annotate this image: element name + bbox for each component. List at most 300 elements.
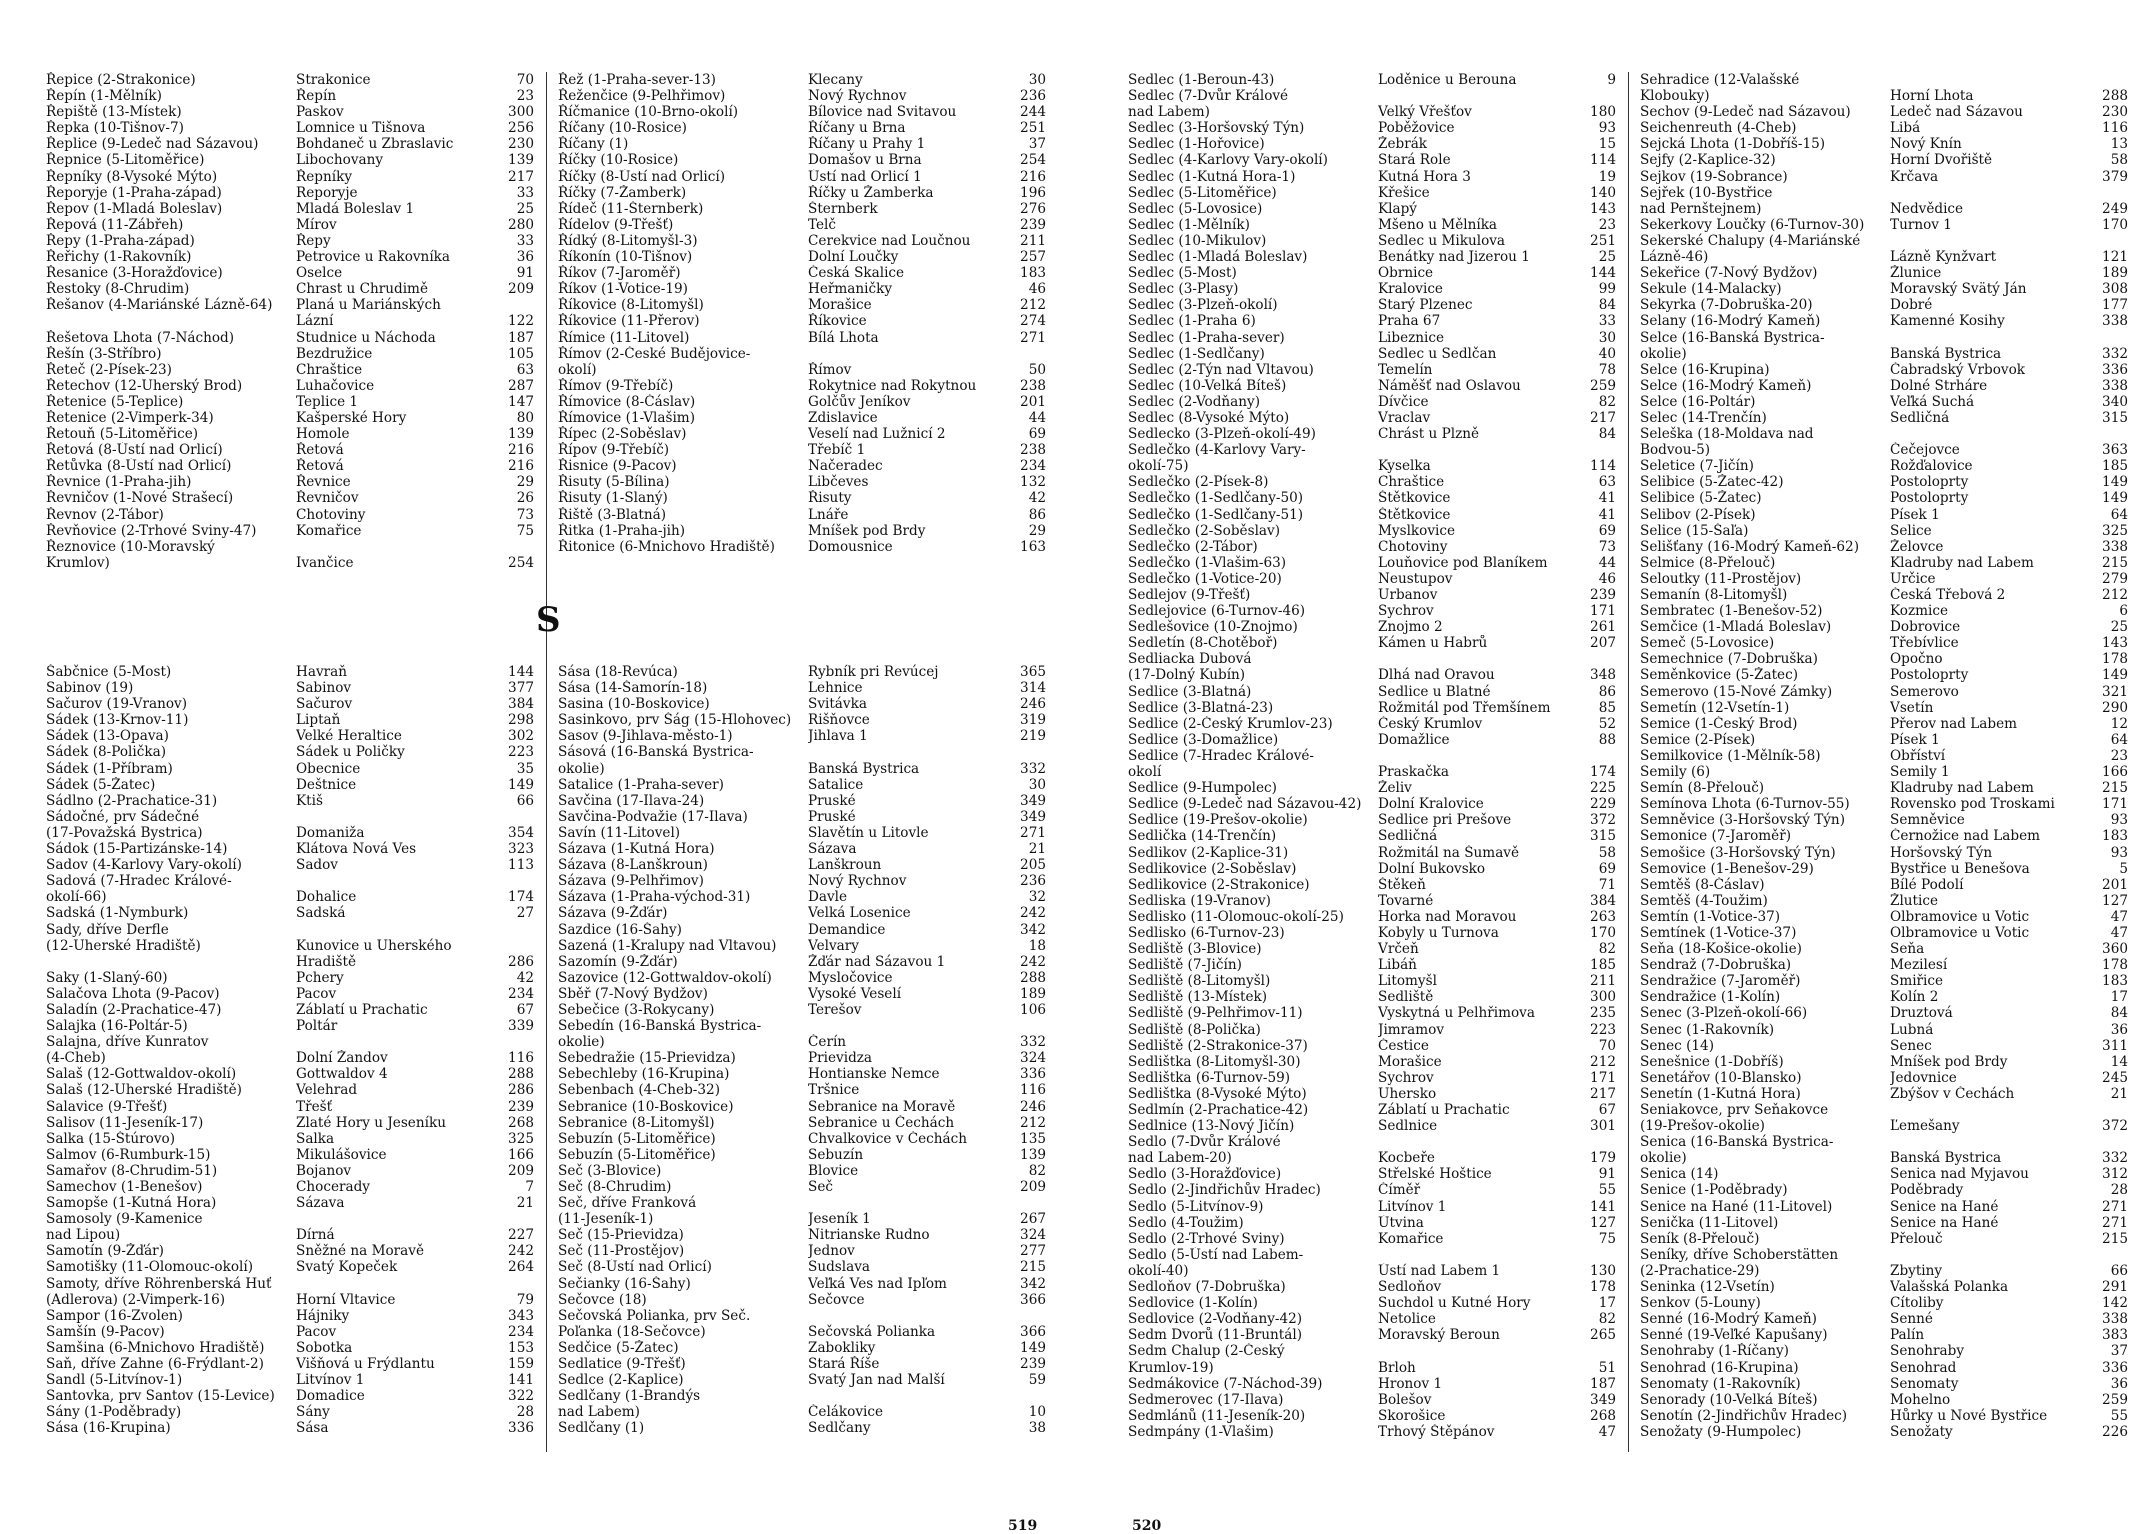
entry-place: okolie) (1640, 1150, 1687, 1167)
entry-post-office: Bystřice u Benešova (1890, 860, 2030, 877)
entry-place: Sedlečko (1-Votice-20) (1128, 570, 1282, 587)
entry-post-office: Domadice (296, 1388, 365, 1405)
entry-place: Sedmákovice (7-Náchod-39) (1128, 1375, 1323, 1392)
entry-place: Řeplice (9-Ledeč nad Sázavou) (46, 136, 259, 153)
entry-post-office: Velký Vřešťov (1378, 104, 1472, 121)
entry-number: 242 (508, 1243, 534, 1260)
entry-place: Sembratec (1-Benešov-52) (1640, 603, 1823, 620)
entry-place: Selibice (5-Žatec) (1640, 490, 1762, 507)
index-entry (558, 1115, 1046, 1131)
entry-place: Sady, dříve Derfle (46, 921, 169, 938)
entry-place: Sekerské Chalupy (4-Mariánské (1640, 232, 1861, 249)
entry-place: Semechnice (7-Dobruška) (1640, 651, 1818, 668)
entry-number: 251 (1020, 120, 1046, 137)
entry-number: 288 (1020, 969, 1046, 986)
entry-number: 59 (1028, 1372, 1046, 1389)
entry-number: 348 (1590, 667, 1616, 684)
index-entry (46, 1227, 534, 1243)
entry-number: 15 (1598, 136, 1616, 153)
entry-number: 14 (2110, 1053, 2128, 1070)
entry-place: Sázava (9-Žďár) (558, 905, 668, 922)
index-entry (1640, 217, 2128, 233)
entry-place: okolí (1128, 764, 1162, 781)
entry-place: Sedlice (9-Ledeč nad Sázavou-42) (1128, 796, 1362, 813)
entry-place: Sazdice (16-Šahy) (558, 921, 682, 938)
entry-number: 301 (1590, 1118, 1616, 1135)
entry-place: Senice na Hané (11-Litovel) (1640, 1198, 1833, 1215)
entry-place: Sebuzín (5-Litoměřice) (558, 1130, 716, 1147)
index-entry (1640, 651, 2128, 667)
entry-post-office (296, 922, 486, 938)
index-entry (558, 696, 1046, 712)
entry-place: Sejfy (2-Kaplice-32) (1640, 152, 1776, 169)
entry-post-office: Demandice (808, 921, 886, 938)
entry-place: Senetín (1-Kutná Hora) (1640, 1085, 1801, 1102)
index-entry (1640, 684, 2128, 700)
entry-number: 58 (1598, 844, 1616, 861)
index-entry (1640, 458, 2128, 474)
index-entry (1128, 861, 1616, 877)
entry-number: 170 (2102, 216, 2128, 233)
entry-place: Sádek (13-Opava) (46, 728, 169, 745)
entry-post-office: Pchery (296, 969, 344, 986)
entry-post-office: Banská Bystrica (1890, 1150, 2002, 1167)
entry-place: Sedlisko (6-Turnov-23) (1128, 924, 1285, 941)
entry-post-office: Římov (808, 361, 852, 378)
index-entry (46, 346, 534, 362)
index-entry (558, 1034, 1046, 1050)
index-entry (558, 744, 1046, 760)
index-entry (46, 458, 534, 474)
column-divider (546, 72, 547, 1452)
entry-number: 189 (1020, 985, 1046, 1002)
entry-post-office: Bojanov (296, 1162, 352, 1179)
index-entry (1128, 394, 1616, 410)
entry-place: Sedliště (7-Jičín) (1128, 957, 1242, 974)
entry-number: 223 (1590, 1021, 1616, 1038)
entry-post-office: Dohalice (296, 889, 357, 906)
entry-post-office (808, 346, 998, 362)
entry-place: Sedlo (4-Toužim) (1128, 1214, 1244, 1231)
entry-number: 201 (1020, 393, 1046, 410)
entry-place: (17-Dolný Kubín) (1128, 667, 1246, 684)
entry-post-office: Bohdaneč u Zbraslavic (296, 136, 454, 153)
entry-place: Sebečice (3-Rokycany) (558, 1001, 715, 1018)
index-entry (1128, 330, 1616, 346)
entry-place: Savčina (17-Ilava-24) (558, 792, 705, 809)
entry-post-office: Senohrad (1890, 1359, 1957, 1376)
entry-number: 268 (508, 1114, 534, 1131)
index-entry (1128, 1295, 1616, 1311)
entry-number: 185 (1590, 957, 1616, 974)
entry-post-office: Heřmaničky (808, 281, 893, 298)
entry-place: Salajna, dříve Kunratov (46, 1034, 209, 1051)
entry-number: 349 (1020, 792, 1046, 809)
entry-post-office: Ústí nad Orlicí 1 (808, 168, 922, 185)
index-entry (558, 1018, 1046, 1034)
index-entry (1640, 136, 2128, 152)
entry-post-office: Hradiště (296, 953, 356, 970)
entry-number: 212 (2102, 587, 2128, 603)
entry-post-office: Hájniky (296, 1307, 350, 1324)
entry-number: 340 (2102, 393, 2128, 410)
entry-number (998, 1388, 1046, 1404)
entry-place: Sedlovice (1-Kolín) (1128, 1295, 1258, 1312)
entry-number (2080, 233, 2128, 249)
entry-number (1568, 1247, 1616, 1263)
entry-number: 50 (1028, 361, 1046, 378)
index-entry (1640, 989, 2128, 1005)
entry-number: 239 (1590, 587, 1616, 603)
entry-number: 40 (1598, 345, 1616, 362)
entry-number: 338 (2102, 1311, 2128, 1328)
entry-place: Klobouky) (1640, 88, 1710, 105)
index-entry (1128, 185, 1616, 201)
entry-post-office: Telč (808, 216, 837, 233)
index-entry (558, 201, 1046, 217)
index-entry (1640, 877, 2128, 893)
entry-number: 311 (2102, 1037, 2128, 1054)
entry-post-office: Planá u Mariánských (296, 297, 441, 314)
index-entry (1640, 555, 2128, 571)
entry-post-office (808, 1388, 998, 1404)
entry-place: Sadská (1-Nymburk) (46, 905, 189, 922)
entry-post-office: Želovce (1890, 538, 1944, 555)
entry-post-office: Morašice (1378, 1053, 1442, 1070)
entry-place: Selce (16-Modrý Kameň) (1640, 377, 1812, 394)
index-entry (558, 104, 1046, 120)
entry-post-office: Přelouč (1890, 1230, 1943, 1247)
entry-number: 139 (508, 152, 534, 169)
index-entry (558, 72, 1046, 88)
entry-post-office: Chrast u Chrudimě (296, 281, 428, 298)
entry-number: 171 (1590, 1069, 1616, 1086)
index-column (1128, 72, 1616, 1440)
entry-place: (Adlerova) (2-Vimperk-16) (46, 1291, 226, 1308)
entry-post-office: Selice (1890, 522, 1932, 539)
entry-place: Sedlo (5-Litvínov-9) (1128, 1198, 1264, 1215)
entry-place: Sedm Chalup (2-Český (1128, 1343, 1285, 1360)
entry-post-office: Křešice (1378, 184, 1430, 201)
entry-post-office: Velká Losenice (808, 905, 911, 922)
entry-place: Selce (16-Krupina) (1640, 361, 1770, 378)
entry-number: 383 (2102, 1327, 2128, 1344)
entry-place: Senorady (10-Velká Bíteš) (1640, 1391, 1818, 1408)
entry-place: Řepy (1-Praha-západ) (46, 232, 195, 249)
index-entry (1128, 716, 1616, 732)
entry-number: 51 (1598, 1359, 1616, 1376)
entry-post-office: Sázava (296, 1195, 345, 1212)
index-entry (1128, 941, 1616, 957)
entry-number: 33 (516, 184, 534, 201)
entry-place: Sedliště (13-Místek) (1128, 989, 1268, 1006)
entry-place: Řepka (10-Tišnov-7) (46, 120, 184, 137)
entry-post-office (1890, 330, 2080, 346)
entry-number: 315 (1590, 828, 1616, 845)
index-entry (1640, 812, 2128, 828)
entry-post-office: Studnice u Náchoda (296, 329, 436, 346)
index-entry (1640, 571, 2128, 587)
entry-place: Sběř (7-Nový Bydžov) (558, 985, 708, 1002)
entry-place: Sedlo (2-Jindřichův Hradec) (1128, 1182, 1321, 1199)
entry-place: Řetechov (12-Uherský Brod) (46, 377, 243, 394)
entry-post-office: Písek 1 (1890, 731, 1940, 748)
column-divider (1628, 72, 1629, 1452)
index-entry (1128, 1005, 1616, 1021)
entry-post-office: Žlutice (1890, 892, 1939, 909)
entry-number: 127 (1590, 1214, 1616, 1231)
entry-number: 325 (508, 1130, 534, 1147)
entry-number: 257 (1020, 249, 1046, 266)
index-entry (1640, 893, 2128, 909)
entry-post-office (1378, 88, 1568, 104)
index-entry (46, 539, 534, 555)
index-entry (1640, 1376, 2128, 1392)
entry-place: Řitka (1-Praha-jih) (558, 522, 686, 539)
index-entry (558, 1340, 1046, 1356)
entry-place: Řitonice (6-Mnichovo Hradiště) (558, 538, 775, 555)
entry-place: Sedliště (9-Pelhřimov-11) (1128, 1005, 1303, 1022)
entry-number: 149 (508, 776, 534, 793)
index-entry (1128, 1392, 1616, 1408)
entry-place: Říkovice (8-Litomyšl) (558, 297, 704, 314)
entry-place: Senica (14) (1640, 1166, 1719, 1183)
index-entry (1640, 539, 2128, 555)
entry-place: Sasov (9-Jihlava-město-1) (558, 728, 733, 745)
entry-place: Sebenbach (4-Cheb-32) (558, 1082, 720, 1099)
entry-post-office: Třebíč 1 (808, 442, 866, 459)
index-entry (1128, 474, 1616, 490)
entry-place: Sedlec (1-Beroun-43) (1128, 72, 1275, 88)
entry-post-office: Sány (296, 1404, 330, 1421)
index-entry (1640, 716, 2128, 732)
entry-number: 29 (516, 474, 534, 491)
index-entry (1640, 667, 2128, 683)
entry-number: 239 (508, 1098, 534, 1115)
entry-post-office: Zbýšov v Čechách (1890, 1085, 2015, 1102)
entry-place: Seč, dříve Franková (558, 1195, 697, 1212)
index-entry (1640, 861, 2128, 877)
index-entry (1640, 1392, 2128, 1408)
entry-post-office: Deštnice (296, 776, 357, 793)
entry-post-office: Kolín 2 (1890, 989, 1939, 1006)
entry-number: 41 (1598, 506, 1616, 523)
index-entry (1128, 410, 1616, 426)
entry-number: 215 (2102, 554, 2128, 571)
entry-post-office: Čerín (808, 1034, 847, 1051)
entry-post-office: Urbanov (1378, 587, 1438, 603)
index-entry (1128, 989, 1616, 1005)
entry-number (2080, 1247, 2128, 1263)
entry-number: 6 (2119, 603, 2128, 620)
index-entry (558, 1066, 1046, 1082)
index-entry (558, 378, 1046, 394)
entry-number: 153 (508, 1339, 534, 1356)
index-entry (1128, 684, 1616, 700)
entry-post-office: Střelské Hoštice (1378, 1166, 1492, 1183)
entry-place: Sebranice (10-Boskovice) (558, 1098, 734, 1115)
entry-number (2080, 330, 2128, 346)
entry-place: Sedlec (1-Praha 6) (1128, 313, 1256, 330)
entry-place: Sedliacka Dubová (1128, 651, 1252, 668)
index-entry (1640, 957, 2128, 973)
entry-number: 286 (508, 1082, 534, 1099)
entry-place: Sedlisko (11-Olomouc-okolí-25) (1128, 908, 1344, 925)
entry-place: Sása (16-Krupina) (46, 1420, 171, 1437)
index-entry (558, 1308, 1046, 1324)
index-entry (1640, 1102, 2128, 1118)
entry-post-office: Dolní Žandov (296, 1050, 388, 1067)
entry-post-office: Říčany u Brna (808, 120, 906, 137)
entry-number: 365 (1020, 664, 1046, 680)
entry-post-office: Vraclav (1378, 409, 1431, 426)
entry-number: 246 (1020, 696, 1046, 713)
entry-number: 268 (1590, 1407, 1616, 1424)
entry-place: Sadov (4-Karlovy Vary-okolí) (46, 857, 242, 874)
index-entry (558, 120, 1046, 136)
entry-number: 230 (2102, 104, 2128, 121)
entry-place: Semtěš (4-Toužim) (1640, 892, 1768, 909)
entry-post-office: Senice na Hané (1890, 1214, 1999, 1231)
entry-number: 66 (516, 792, 534, 809)
entry-place: Řepov (1-Mladá Boleslav) (46, 200, 223, 217)
entry-place: Řež (1-Praha-sever-13) (558, 72, 716, 88)
entry-number: 88 (1598, 731, 1616, 748)
entry-place: Samařov (8-Chrudim-51) (46, 1162, 218, 1179)
entry-place: Sendražice (1-Kolín) (1640, 989, 1781, 1006)
entry-place: Sedlmín (2-Prachatice-42) (1128, 1102, 1309, 1118)
entry-number: 196 (1020, 184, 1046, 201)
page-number: 520 (1132, 1518, 1162, 1534)
entry-post-office: Štětkovice (1378, 490, 1451, 507)
index-entry (1128, 378, 1616, 394)
entry-place: Semtín (1-Votice-37) (1640, 908, 1781, 925)
entry-place: Samopše (1-Kutná Hora) (46, 1195, 217, 1212)
entry-post-office: Dírná (296, 1227, 335, 1244)
entry-number: 144 (1590, 265, 1616, 282)
entry-number: 82 (1598, 1311, 1616, 1328)
entry-number: 105 (508, 345, 534, 362)
entry-number (486, 539, 534, 555)
entry-place: (12-Uherské Hradiště) (46, 937, 201, 954)
entry-post-office (808, 1308, 998, 1324)
entry-post-office (296, 1211, 486, 1227)
index-entry (558, 1131, 1046, 1147)
entry-place: Sejkov (19-Sobrance) (1640, 168, 1788, 185)
entry-post-office: Svitávka (808, 696, 867, 713)
entry-number: 79 (516, 1291, 534, 1308)
entry-number: 132 (1020, 474, 1046, 491)
entry-number: 93 (1598, 120, 1616, 137)
entry-number: 312 (2102, 1166, 2128, 1183)
entry-number: 46 (1028, 281, 1046, 298)
index-entry (1640, 313, 2128, 329)
entry-number: 12 (2110, 715, 2128, 732)
entry-place: Říčky (8-Ústí nad Orlicí) (558, 168, 726, 185)
entry-post-office: Hontianske Nemce (808, 1066, 940, 1083)
entry-place: Sedlištka (8-Litomyšl-30) (1128, 1053, 1301, 1070)
entry-place: Sádočné, prv Sádečné (46, 808, 200, 825)
entry-number: 178 (2102, 957, 2128, 974)
entry-place: Říkonín (10-Tišnov) (558, 249, 693, 266)
entry-post-office: Chocerady (296, 1179, 370, 1195)
entry-number: 229 (1590, 796, 1616, 813)
index-entry (558, 1276, 1046, 1292)
entry-post-office: Obrnice (1378, 265, 1434, 282)
entry-place: Sedlec (2-Týn nad Vltavou) (1128, 361, 1314, 378)
entry-post-office (1378, 748, 1568, 764)
index-entry (1128, 812, 1616, 828)
entry-post-office: Čestice (1378, 1037, 1429, 1054)
index-entry (558, 346, 1046, 362)
entry-post-office (296, 1276, 486, 1292)
entry-post-office: Klecany (808, 72, 863, 88)
entry-place: Sásová (16-Banská Bystrica- (558, 744, 754, 761)
entry-number: 259 (2102, 1391, 2128, 1408)
entry-post-office: Sebranice u Čechách (808, 1114, 955, 1131)
entry-post-office: Semněvice (1890, 812, 1965, 829)
entry-post-office: Svatý Kopeček (296, 1259, 398, 1276)
entry-place: Semice (2-Písek) (1640, 731, 1756, 748)
entry-place: Sány (1-Poděbrady) (46, 1404, 182, 1421)
index-entry (1640, 1166, 2128, 1182)
entry-post-office (1890, 185, 2080, 201)
entry-post-office: Sabinov (296, 680, 352, 697)
index-entry (558, 1372, 1046, 1388)
entry-post-office: Jedovnice (1890, 1069, 1957, 1086)
index-entry (1128, 1279, 1616, 1295)
entry-post-office: Sebuzín (808, 1146, 864, 1163)
entry-post-office (1890, 1102, 2080, 1118)
entry-place: Sedlec (1-Sedlčany) (1128, 345, 1265, 362)
entry-place: Selibice (5-Žatec-42) (1640, 474, 1784, 491)
entry-number (1568, 748, 1616, 764)
entry-place: Semtěš (8-Čáslav) (1640, 876, 1765, 893)
index-entry (1640, 796, 2128, 812)
entry-post-office: Sadov (296, 857, 338, 874)
entry-post-office: Zlaté Hory u Jeseníku (296, 1114, 446, 1131)
index-entry (46, 1276, 534, 1292)
entry-number: 70 (1598, 1037, 1616, 1054)
index-entry (1640, 635, 2128, 651)
entry-number: 216 (1020, 168, 1046, 185)
entry-post-office: Liptaň (296, 712, 341, 729)
entry-place: Sebranice (8-Litomyšl) (558, 1114, 715, 1131)
entry-place: Semovice (1-Benešov-29) (1640, 860, 1814, 877)
entry-post-office: Horka nad Moravou (1378, 908, 1517, 925)
index-entry (558, 761, 1046, 777)
entry-post-office: Turnov 1 (1890, 216, 1952, 233)
entry-number: 28 (516, 1404, 534, 1421)
entry-number: 338 (2102, 313, 2128, 330)
entry-number: 259 (1590, 377, 1616, 394)
index-entry (46, 825, 534, 841)
index-entry (558, 922, 1046, 938)
entry-place: Savín (11-Litovel) (558, 824, 681, 841)
index-entry (1128, 796, 1616, 812)
entry-place: Semilkovice (1-Mělník-58) (1640, 747, 1821, 764)
entry-number: 315 (2102, 409, 2128, 426)
index-entry (558, 1420, 1046, 1436)
entry-number: 280 (508, 216, 534, 233)
index-entry (1640, 1199, 2128, 1215)
entry-post-office: Klapý (1378, 200, 1417, 217)
entry-number: 254 (508, 554, 534, 571)
entry-post-office: Skorošice (1378, 1407, 1446, 1424)
index-entry (46, 281, 534, 297)
entry-place: Salavice (9-Třešť) (46, 1098, 168, 1115)
entry-place: Saň, dříve Zahne (6-Frýdlant-2) (46, 1356, 264, 1373)
